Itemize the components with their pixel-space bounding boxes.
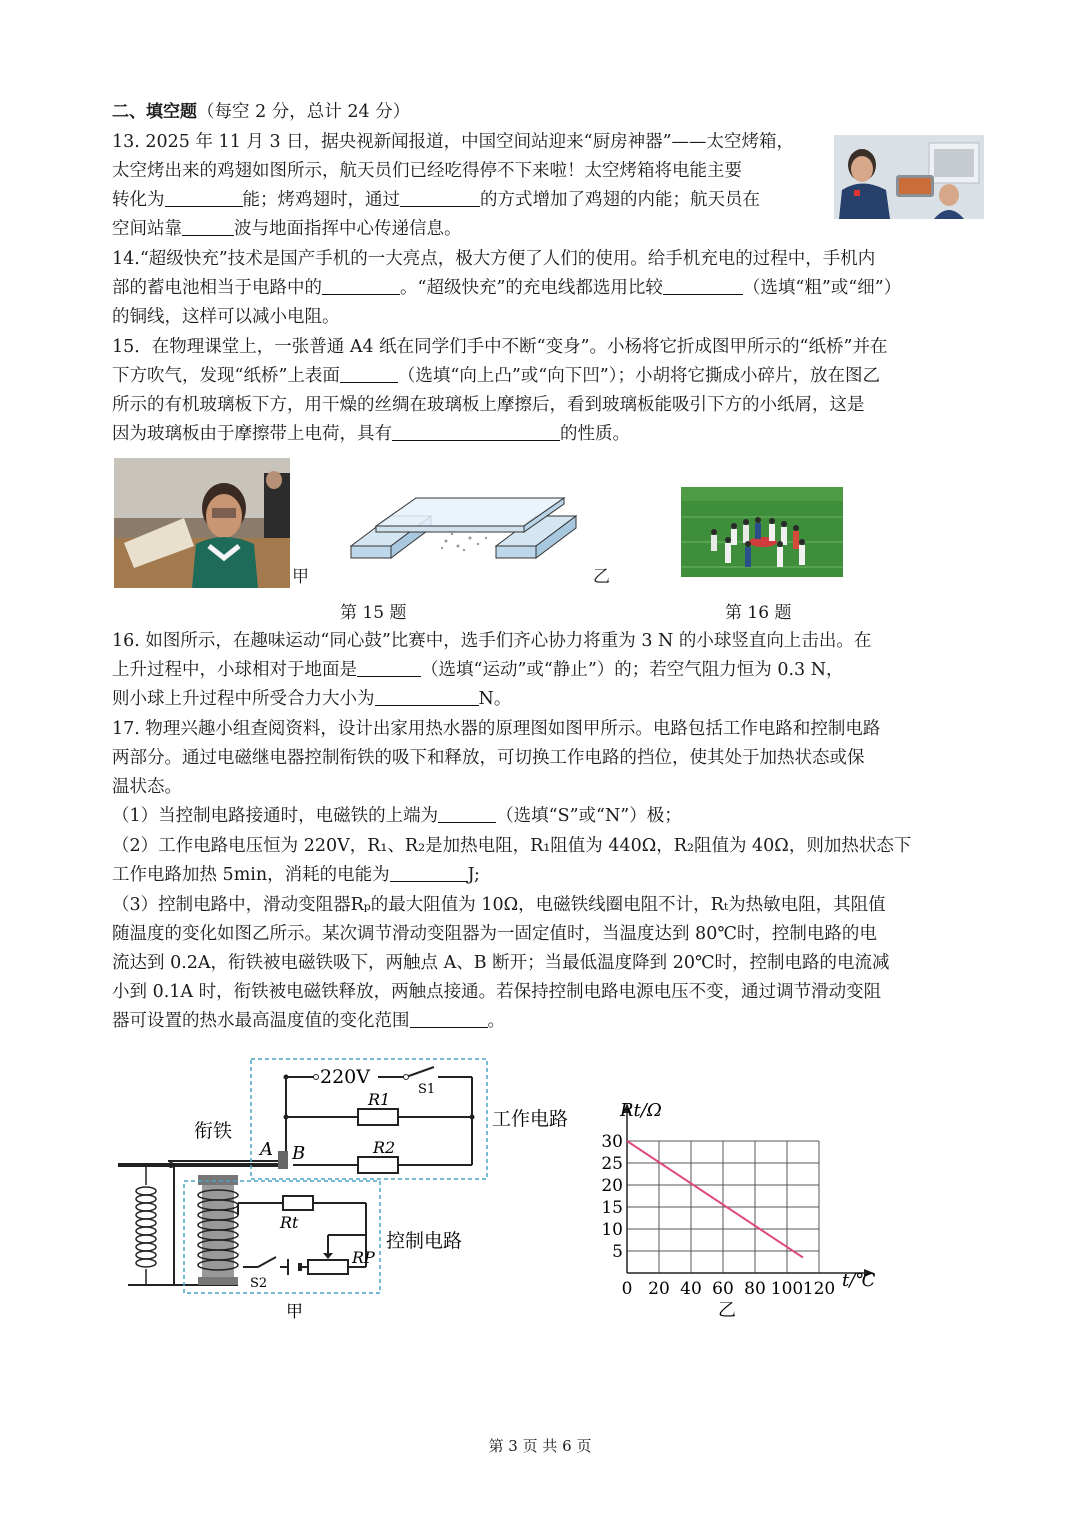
answer-blank xyxy=(438,804,496,823)
answer-blank xyxy=(340,364,398,383)
q17-part2: （2）工作电路电压恒为 220V，R₁、R₂是加热电阻，R₁阻值为 440Ω，R₂阻值为 40Ω，则加热状态下 xyxy=(112,836,912,856)
chart-y-tick-label: 30 xyxy=(601,1132,623,1152)
answer-blank xyxy=(400,188,480,207)
chart-y-tick-label: 25 xyxy=(601,1154,623,1174)
circuit-fig-label: 甲 xyxy=(286,1302,303,1322)
fig15-label-jia: 甲 xyxy=(292,567,309,587)
fig15-caption: 第 15 题 xyxy=(340,603,407,623)
paper-bridge-image xyxy=(114,458,290,588)
q15-line3: 所示的有机玻璃板下方，用干燥的丝绸在玻璃板上摩擦后，看到玻璃板能吸引下方的小纸屑，这是 xyxy=(112,395,865,415)
q16-line1: 16. 如图所示，在趣味运动“同心鼓”比赛中，选手们齐心协力将重为 3 N 的小球竖直向上击出。在 xyxy=(112,631,872,651)
q13-line1: 13. 2025 年 11 月 3 日，据央视新闻报道，中国空间站迎来“厨房神器”——太空烤箱， xyxy=(112,132,795,152)
q17-part3-b: 随温度的变化如图乙所示。某次调节滑动变阻器为一固定值时，当温度达到 80℃时，控制电路的电 xyxy=(112,924,877,944)
chart-series-line xyxy=(627,1141,803,1258)
astronaut-photo xyxy=(834,135,984,219)
answer-blank xyxy=(390,863,468,882)
glass-plate-diagram xyxy=(346,486,596,586)
chart-x-label: t/℃ xyxy=(842,1270,876,1291)
chart-x-tick-label: 0 xyxy=(621,1279,633,1299)
q17-line2: 两部分。通过电磁继电器控制衔铁的吸下和释放，可切换工作电路的挡位，使其处于加热状态或保 xyxy=(112,748,865,768)
section-heading xyxy=(112,98,968,127)
q14-line1: 14.“超级快充”技术是国产手机的一大亮点，极大方便了人们的使用。给手机充电的过程中，手机内 xyxy=(112,249,876,269)
q15-line1: 15．在物理课堂上，一张普通 A4 纸在同学们手中不断“变身”。小杨将它折成图甲所示的“纸桥”并在 xyxy=(112,337,888,357)
page-footer: 第 3 页 共 6 页 xyxy=(488,1437,592,1455)
switch2-label: S2 xyxy=(250,1276,268,1291)
chart-y-tick-label: 20 xyxy=(601,1176,623,1196)
chart-series xyxy=(627,1141,803,1258)
contact-b-label: B xyxy=(292,1143,306,1164)
q17-line3: 温状态。 xyxy=(112,777,182,797)
q17-part3-c: 流达到 0.2A，衔铁被电磁铁吸下，两触点 A、B 断开；当最低温度降到 20℃时，控制电路的电流减 xyxy=(112,953,890,973)
chart-y-tick-label: 5 xyxy=(612,1242,623,1262)
chart-x-tick-label: 80 xyxy=(744,1279,766,1299)
work-circuit-label: 工作电路 xyxy=(492,1108,569,1130)
section-note: （每空 2 分，总计 24 分） xyxy=(197,102,411,122)
astronaut-image xyxy=(834,135,984,219)
chart-y-label: Rt/Ω xyxy=(620,1100,662,1121)
chart-ticks xyxy=(601,1132,835,1299)
chart-x-tick-label: 120 xyxy=(802,1279,836,1299)
fig15-label-yi: 乙 xyxy=(593,567,610,587)
q16-line2: 上升过程中，小球相对于地面是 （选填“运动”或“静止”）的；若空气阻力恒为 0.3 N， xyxy=(112,660,844,680)
rp-label: RP xyxy=(352,1248,375,1267)
chart-x-tick-label: 60 xyxy=(712,1279,734,1299)
chart-x-tick-label: 20 xyxy=(648,1279,670,1299)
answer-blank xyxy=(663,276,743,295)
answer-blank xyxy=(375,687,479,706)
chart-fig-label: 乙 xyxy=(718,1300,736,1321)
rt-label: Rt xyxy=(280,1213,299,1232)
q13-line3: 转化为 能；烤鸡翅时，通过 的方式增加了鸡翅的内能；航天员在 xyxy=(112,190,760,210)
paper-bridge-photo xyxy=(114,458,290,588)
circuit-diagram xyxy=(118,1055,598,1330)
armature-label: 衔铁 xyxy=(194,1120,233,1142)
r2-label: R2 xyxy=(373,1138,396,1157)
q13-line4: 空间站靠 波与地面指挥中心传递信息。 xyxy=(112,219,462,239)
drum-game-photo xyxy=(681,487,843,577)
q17-line1: 17. 物理兴趣小组查阅资料，设计出家用热水器的原理图如图甲所示。电路包括工作电路和控制电路 xyxy=(112,719,881,739)
answer-blank xyxy=(357,658,421,677)
q17-part3: （3）控制电路中，滑动变阻器Rₚ的最大阻值为 10Ω，电磁铁线圈电阻不计，Rₜ为热敏电阻，其阻值 xyxy=(112,895,886,915)
contact-a-label: A xyxy=(260,1139,273,1160)
fig16-caption: 第 16 题 xyxy=(725,603,792,623)
rt-temperature-chart xyxy=(590,1090,890,1330)
q17-part3-d: 小到 0.1A 时，衔铁被电磁铁释放，两触点接通。若保持控制电路电源电压不变，通过调节滑动变阻 xyxy=(112,982,882,1002)
chart-y-tick-label: 15 xyxy=(601,1198,623,1218)
chart-x-tick-label: 100 xyxy=(770,1279,804,1299)
q17-part3-e: 器可设置的热水最高温度值的变化范围 。 xyxy=(112,1011,505,1031)
chart-x-tick-label: 40 xyxy=(680,1279,702,1299)
switch1-label: S1 xyxy=(418,1082,436,1097)
q14-line3: 的铜线，这样可以减小电阻。 xyxy=(112,307,340,327)
q17-part2-b: 工作电路加热 5min，消耗的电能为 J; xyxy=(112,865,480,885)
answer-blank xyxy=(322,276,400,295)
q17-part1: （1）当控制电路接通时，电磁铁的上端为 （选填“S”或“N”）极； xyxy=(112,806,682,826)
r1-label: R1 xyxy=(368,1090,391,1109)
control-circuit-label: 控制电路 xyxy=(386,1230,463,1252)
voltage-label: 220V xyxy=(320,1066,370,1088)
q15-line4: 因为玻璃板由于摩擦带上电荷，具有 的性质。 xyxy=(112,424,630,444)
q16-line3: 则小球上升过程中所受合力大小为 N。 xyxy=(112,689,512,709)
section-title: 二、填空题 xyxy=(112,102,197,122)
q15-line2: 下方吹气，发现“纸桥”上表面 （选填“向上凸”或“向下凹”）；小胡将它撕成小碎片，放在图乙 xyxy=(112,366,880,386)
q14-line2: 部的蓄电池相当于电路中的 。“超级快充”的充电线都选用比较 （选填“粗”或“细”） xyxy=(112,278,902,298)
q13-line2: 太空烤出来的鸡翅如图所示，航天员们已经吃得停不下来啦！太空烤箱将电能主要 xyxy=(112,161,742,181)
chart-y-tick-label: 10 xyxy=(601,1220,623,1240)
answer-blank xyxy=(182,217,234,236)
answer-blank xyxy=(165,188,243,207)
answer-blank xyxy=(410,1009,488,1028)
answer-blank xyxy=(392,422,560,441)
drum-game-image xyxy=(681,487,843,577)
